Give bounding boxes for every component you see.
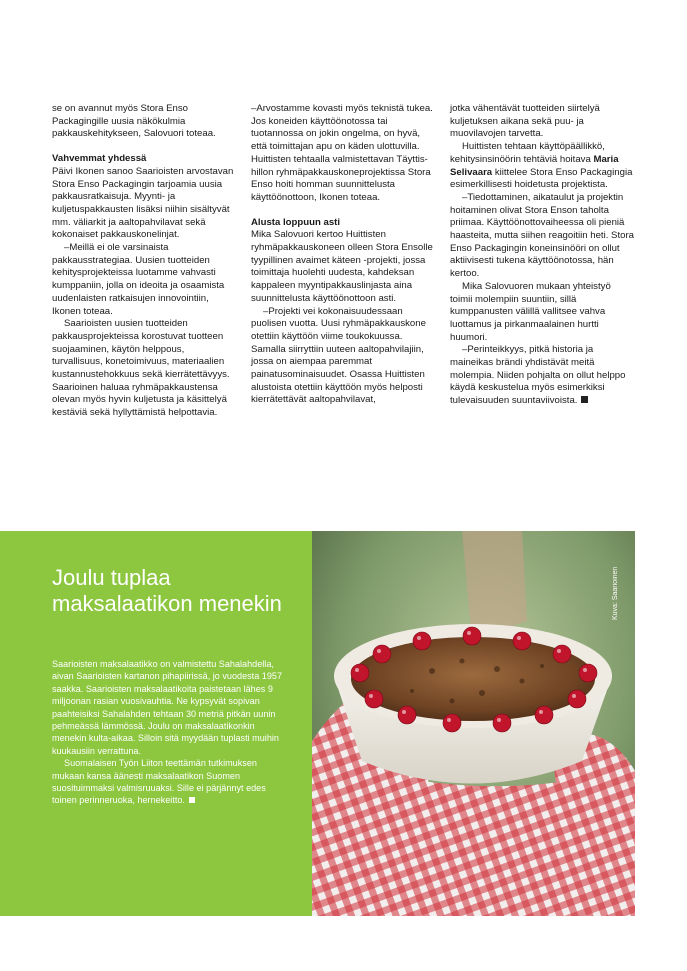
paragraph xyxy=(450,141,635,192)
paragraph xyxy=(52,757,284,807)
paragraph: Mika Salovuori kertoo Huittisten ryhmäpakkauskoneen olleen Stora Ensolle tyypillinen avaimet käteen -projekti, jossa toimittaja huolehti uudesta, kahdeksan kappaleen myyntipakkauslinjasta aina suunnittelusta käyttöönottoon asti. xyxy=(251,229,433,304)
end-of-article-mark xyxy=(189,797,195,803)
paragraph-text: Huittisten tehtaan käyttöpäällikkö, kehitysinsinöörin tehtäviä hoitava xyxy=(450,141,605,165)
paragraph xyxy=(450,344,635,408)
person-name: Maria Selivaara xyxy=(450,153,619,178)
end-of-article-mark xyxy=(581,396,588,403)
article-column-2 xyxy=(251,103,436,407)
sidebar-text xyxy=(52,658,284,807)
subheading: Alusta loppuun asti xyxy=(251,216,341,228)
paragraph: –Meillä ei ole varsinaista pakkausstrategiaa. Uusien tuotteiden kehitysprojekteissa luotamme vahvasti kumppaniin, jolla on ideoita ja osaamista uudenlaisten ratkaisujen innovointiin, Ikonen toteaa. xyxy=(52,242,225,317)
paragraph: –Projekti vei kokonaisuudessaan puolisen vuotta. Uusi ryhmäpakkauskone otettiin käyttöön viime toukokuussa. Samalla siirryttiin uuteen aaltopahvilajiin, jossa on aiempaa paremmat painatusominaisuudet. Osassa Huittisten alustoista otettiin käyttöön myös helposti kierrätettävät aaltopahvilavat, xyxy=(251,305,426,406)
paragraph-text: Suomalaisen Työn Liiton teettämän tutkimuksen mukaan kansa äänesti maksalaatikon Suomen suosituimmaksi valmisruuaksi. Sille ei pärjännyt edes toinen perinneruoka, hernekeitto. xyxy=(52,758,266,806)
paragraph: se on avannut myös Stora Enso Packagingille uusia näkökulmia pakkauskehitykseen, Salovuori toteaa. xyxy=(52,103,216,140)
food-photo xyxy=(312,531,635,916)
article-column-1 xyxy=(52,103,237,420)
paragraph-text: –Perinteikkyys, pitkä historia ja maineikas brändi yhdistävät meitä molempia. Niiden pohjalta on ollut helppo käydä keskustelua myös esimerkiksi tulevaisuuden suuntaviivoista. xyxy=(450,344,626,407)
paragraph: jotka vähentävät tuotteiden siirtelyä kuljetuksen aikana sekä puu- ja muovilavojen tarvetta. xyxy=(450,103,600,140)
paragraph: –Tiedottaminen, aikataulut ja projektin hoitaminen olivat Stora Enson taholta priimaa. Käyttöönottovaiheessa oli pieniä haasteita, mutta siihen reagoitiin heti. Stora Enso Packagingin koneinsinööri on ollut aktiivisesti tukena käyttöönotossa, hän kertoo. xyxy=(450,191,634,280)
sidebar-title: Joulu tuplaa maksalaatikon menekin xyxy=(52,565,282,616)
maksalaatikko-photo xyxy=(312,531,635,916)
paragraph: Saarioisten maksalaatikko on valmistettu Sahalahdella, aivan Saarioisten kartanon pihapiirissä, jo vuodesta 1957 saakka. Saarioisten maksalaatikoita paistetaan lähes 9 miljoonan rasian vuosivauhtia. Ne kypsyvät sopivan paahteisiksi Sahalahden tehtaan 30 metriä pitkän uunin pehmeässä lämmössä. Joulu on maksalaatikonkin menekin kulta-aikaa. Silloin sitä myydään tuplasti muihin kuukausiin verrattuna. xyxy=(52,659,283,756)
photo-credit: Kuva: Saarioinen xyxy=(612,566,619,620)
paragraph: Päivi Ikonen sanoo Saarioisten arvostavan Stora Enso Packagingin tarjoamia uusia pakkausratkaisuja. Myynti- ja kuljetuspakkausten lisäksi niihin sisältyvät mm. väliarkit ja aaltopahvilavat sekä kokonaiset pakkauskonelinjat. xyxy=(52,165,234,241)
paragraph-text: kiittelee Stora Enso Packagingia esimerkillisesti hoidetusta projektista. xyxy=(450,166,633,191)
paragraph: Mika Salovuoren mukaan yhteistyö toimii molempiin suuntiin, sillä kumppanusten välillä vallitsee vahva luottamus ja pirkanmaalainen hurtti huumori. xyxy=(450,280,611,343)
paragraph: –Arvostamme kovasti myös teknistä tukea. Jos koneiden käyttöönotossa tai tuotannossa on jokin ongelma, on hyvä, että toimittajan apu on käden ulottuvilla. Huittisten tehtaalla valmistettavan Täyttis-hillon ryhmäpakkauskoneprojektissa Stora Enso hoiti homman suunnittelusta käyttöönottoon, Ikonen toteaa. xyxy=(251,103,433,203)
paragraph: Saarioisten uusien tuotteiden pakkausprojekteissa korostuvat tuotteen suojaaminen, käytön helppous, turvallisuus, konetoimivuus, materiaalien kustannustehokkuus sekä kierrätettävyys. Saarioinen haluaa ryhmäpakkaustensa olevan myös hyvin kuljetusta ja käsittelyä kestäviä sekä hyllyttämistä helpottavia. xyxy=(52,318,230,419)
subheading: Vahvemmat yhdessä xyxy=(52,153,147,165)
article-column-3 xyxy=(450,103,635,408)
